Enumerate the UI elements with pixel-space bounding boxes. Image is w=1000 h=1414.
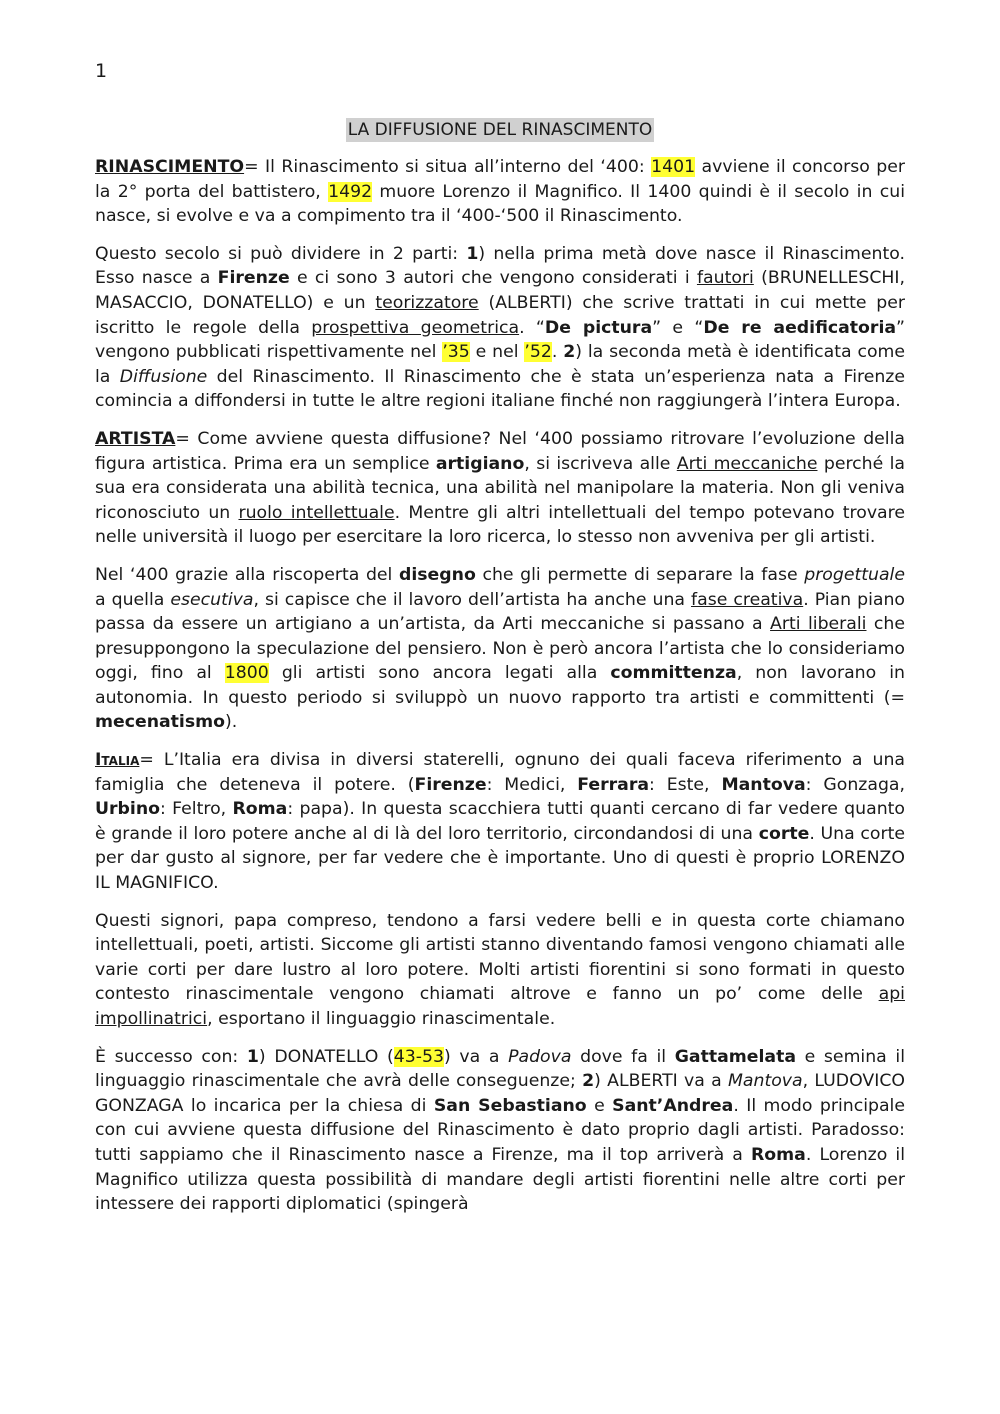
italic-term: esecutiva [170, 589, 254, 610]
bold-term: 2 [582, 1071, 595, 1092]
highlighted-date: 1401 [651, 157, 696, 177]
text-run: muore Lorenzo il Magnifico. Il 1400 quindi è il secolo in cui nasce, si evolve e va a compimento tra il ‘400-‘500 il Rinascimento. [95, 181, 905, 227]
bold-term: mecenatismo [95, 712, 226, 733]
underlined-term: ruolo intellettuale [238, 502, 395, 523]
bold-term: Sant’Andrea [612, 1095, 734, 1116]
italic-term: Mantova [728, 1071, 803, 1092]
underlined-term: prospettiva geometrica [311, 317, 520, 338]
text-run: ) nella prima metà dove nasce il Rinascimento. Esso nasce a [95, 243, 905, 289]
text-run: (ALBERTI) che scrive trattati in cui mette per iscritto le regole della [95, 292, 906, 338]
text-run: ) va a [443, 1046, 509, 1067]
paragraph-p3 [95, 427, 905, 550]
underlined-term: fautori [696, 268, 754, 289]
text-run: (BRUNELLESCHI, MASACCIO, DONATELLO) e un [95, 268, 906, 313]
bold-term: San Sebastiano [433, 1095, 587, 1116]
highlighted-date: ’35 [442, 342, 470, 363]
text-run: . “ [519, 317, 545, 338]
text-run: : Feltro, [160, 799, 233, 820]
document-title: LA DIFFUSIONE DEL RINASCIMENTO [347, 120, 653, 140]
text-run: e semina il linguaggio rinascimentale che avrà delle conseguenze; [95, 1046, 905, 1092]
highlighted-date: 1492 [328, 181, 373, 202]
text-run: ” vengono pubblicati rispettivamente nel [95, 317, 905, 363]
text-run: Nel ‘400 grazie alla riscoperta del [95, 564, 399, 585]
text-run: . Mentre gli altri intellettuali del tempo potevano trovare nelle università il luogo per esercitare la loro ricerca, lo stesso non avveniva per gli artisti. [95, 502, 905, 548]
bold-term: 2 [563, 342, 576, 363]
text-run: . Il modo principale con cui avviene questa diffusione del Rinascimento è dato proprio dagli artisti. Paradosso: tutti sappiamo che il Rinascimento nasce a Firenze, ma il top arriverà a [95, 1095, 905, 1165]
text-run: , esportano il linguaggio rinascimentale. [207, 1009, 556, 1029]
text-run: perché la sua era considerata una abilità tecnica, una abilità nel manipolare la materia. Non gli veniva riconosciuto un [95, 453, 905, 523]
text-run: , non lavorano in autonomia. In questo periodo si sviluppò un nuovo rapporto tra artisti e committenti (= [95, 663, 905, 708]
highlighted-date: 43-53 [393, 1046, 444, 1067]
section-heading: RINASCIMENTO [95, 157, 245, 177]
text-run: ” e “ [652, 317, 704, 338]
text-run: : Este, [649, 774, 722, 795]
text-run: e nel [469, 342, 525, 363]
underlined-term: Arti liberali [770, 614, 867, 635]
bold-term: De pictura [544, 317, 653, 338]
text-run: che gli permette di separare la fase [475, 564, 805, 585]
text-run: = Il Rinascimento si situa all’interno del ‘400: [244, 157, 652, 177]
paragraph-p5 [95, 748, 905, 896]
text-run: e ci sono 3 autori che vengono considerati i [289, 268, 697, 289]
bold-term: Gattamelata [674, 1046, 796, 1067]
bold-term: committenza [610, 663, 737, 684]
paragraph-p7 [95, 1045, 905, 1217]
highlighted-date: ’52 [524, 342, 552, 363]
text-run: , si capisce che il lavoro dell’artista ha anche una [253, 589, 692, 610]
bold-term: artigiano [435, 453, 525, 474]
text-run: : Gonzaga, [805, 774, 906, 795]
underlined-term: fase creativa [691, 589, 804, 610]
text-run: dove fa il [571, 1046, 675, 1067]
paragraph-p2 [95, 242, 905, 414]
text-run: ) la seconda metà è identificata come la [95, 342, 905, 387]
text-run: = L’Italia era divisa in diversi staterelli, ognuno dei quali faceva riferimento a una famiglia che deteneva il potere. ( [95, 750, 905, 795]
text-run: che presuppongono la speculazione del pensiero. Non è però ancora l’artista che lo consideriamo oggi, fino al [95, 614, 905, 684]
bold-term: 1 [246, 1046, 259, 1067]
text-run: avviene il concorso per la 2° porta del battistero, [95, 157, 905, 202]
text-run: ) DONATELLO ( [258, 1046, 394, 1067]
text-run: Questo secolo si può dividere in 2 parti: [95, 243, 467, 264]
bold-term: Ferrara [577, 774, 650, 795]
italic-term: Diffusione [119, 366, 208, 387]
page-number: 1 [95, 60, 108, 82]
title-container [0, 118, 1000, 142]
text-run: . Pian piano passa da essere un artigiano a un’artista, da Arti meccaniche si passano a [95, 589, 905, 635]
paragraph-p1 [95, 155, 905, 229]
bold-term: Urbino [95, 799, 161, 820]
italic-term: progettuale [804, 564, 905, 585]
section-heading: ARTISTA [95, 428, 176, 449]
underlined-term: api impollinatrici [95, 984, 905, 1029]
bold-term: disegno [398, 564, 476, 585]
italic-term: Padova [508, 1046, 572, 1067]
underlined-term: teorizzatore [375, 292, 479, 313]
text-run: del Rinascimento. Il Rinascimento che è stata un’esperienza nata a Firenze comincia a diffondersi in tutte le altre regioni italiane finché non raggiungerà l’intera Europa. [95, 366, 906, 412]
bold-term: De re aedificatoria [703, 317, 897, 338]
text-run: : Medici, [486, 774, 578, 795]
text-run: È successo con: [95, 1046, 247, 1067]
bold-term: Roma [232, 799, 288, 820]
bold-term: Mantova [721, 774, 806, 795]
bold-term: corte [758, 823, 810, 844]
underlined-term: Arti meccaniche [676, 453, 818, 474]
bold-term: 1 [466, 243, 479, 264]
bold-term: Roma [750, 1144, 806, 1165]
text-run: : papa). In questa scacchiera tutti quanti cercano di far vedere quanto è grande il loro potere anche al di là del loro territorio, circondandosi di una [95, 799, 905, 844]
bold-term: Firenze [414, 774, 487, 795]
text-run: Questi signori, papa compreso, tendono a farsi vedere belli e in questa corte chiamano intellettuali, poeti, artisti. Siccome gli artisti stanno diventando famosi vengono chiamati alle varie corti per dare lustro al loro potere. Molti artisti fiorentini si sono formati in questo contesto rinascimentale vengono chiamati altrove e fanno un po’ come delle [95, 910, 905, 1005]
highlighted-date: 1800 [224, 663, 269, 684]
text-run: . [551, 342, 564, 363]
paragraph-p6 [95, 909, 905, 1032]
paragraph-p4 [95, 563, 905, 735]
text-run: , si iscriveva alle [524, 453, 677, 474]
bold-term: Firenze [217, 268, 290, 289]
text-run: = Come avviene questa diffusione? Nel ‘400 possiamo ritrovare l’evoluzione della figura artistica. Prima era un semplice [95, 428, 905, 474]
section-heading: Italia [95, 750, 140, 771]
document-body [95, 155, 905, 1230]
text-run: e [586, 1095, 613, 1116]
text-run: a quella [95, 589, 171, 610]
text-run: ) ALBERTI va a [594, 1071, 728, 1092]
text-run: . Una corte per dar gusto al signore, per far vedere che è importante. Uno di questi è proprio LORENZO IL MAGNIFICO. [95, 823, 906, 894]
text-run: , LUDOVICO GONZAGA lo incarica per la chiesa di [95, 1071, 905, 1116]
text-run: . Lorenzo il Magnifico utilizza questa possibilità di mandare degli artisti fiorentini nelle altre corti per intessere dei rapporti diplomatici (spingerà [95, 1144, 906, 1215]
text-run: gli artisti sono ancora legati alla [268, 663, 611, 684]
text-run: ). [225, 712, 238, 733]
